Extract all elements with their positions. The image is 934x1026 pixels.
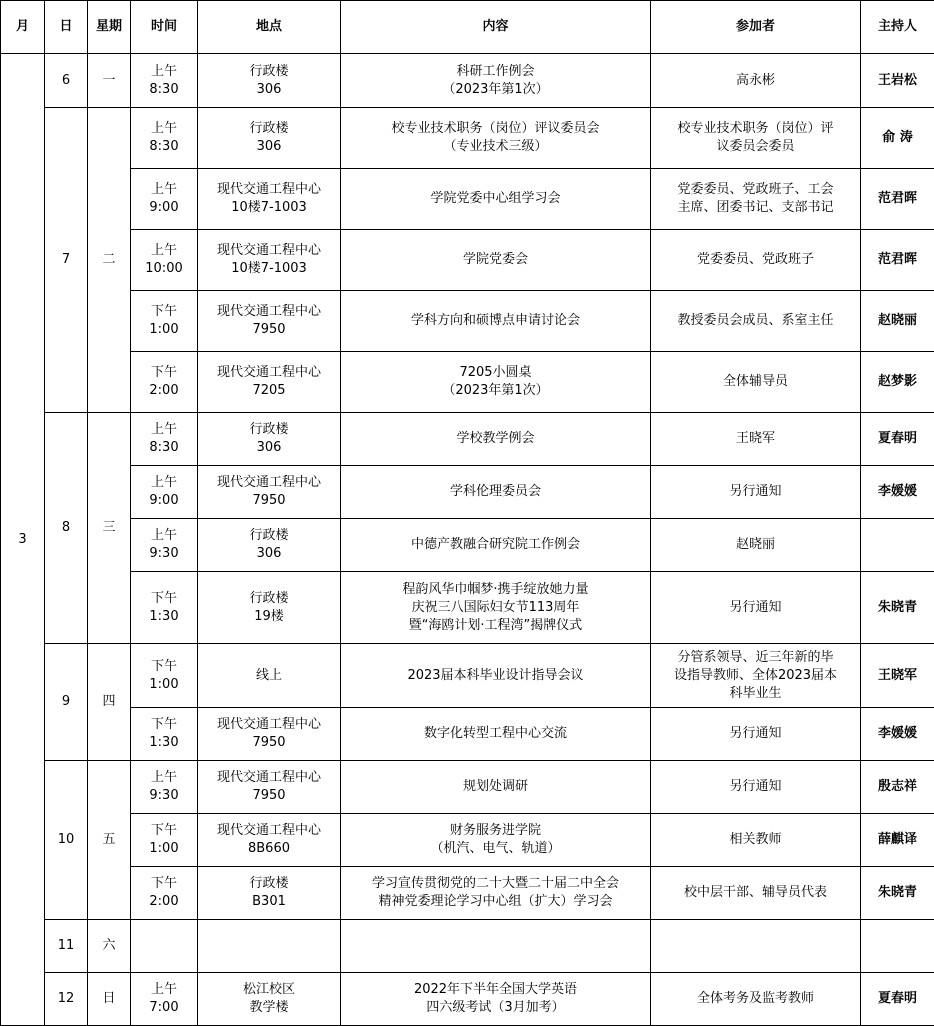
host-cell: 李媛媛: [861, 708, 934, 761]
content-cell: 程韵风华巾帼梦·携手绽放她力量 庆祝三八国际妇女节113周年 暨“海鸥计划·工程湾”揭牌仪式: [341, 572, 651, 644]
table-row: [1, 169, 934, 230]
content-cell: [341, 920, 651, 973]
day-cell: 10: [45, 761, 88, 920]
month-cell: 3: [1, 54, 45, 1026]
host-cell: 赵晓丽: [861, 291, 934, 352]
time-cell: 下午 1:30: [131, 572, 198, 644]
content-cell: 规划处调研: [341, 761, 651, 814]
host-cell: 殷志祥: [861, 761, 934, 814]
weekday-cell: 二: [88, 108, 131, 413]
day-cell: 7: [45, 108, 88, 413]
content-cell: 中德产教融合研究院工作例会: [341, 519, 651, 572]
location-cell: 现代交通工程中心 10楼7-1003: [198, 230, 341, 291]
time-cell: 上午 9:30: [131, 519, 198, 572]
content-cell: 学校教学例会: [341, 413, 651, 466]
host-cell: 王晓军: [861, 644, 934, 708]
location-cell: 行政楼 19楼: [198, 572, 341, 644]
day-cell: 12: [45, 973, 88, 1026]
header-day: 日: [45, 1, 88, 54]
table-row: [1, 413, 934, 466]
weekday-cell: 日: [88, 973, 131, 1026]
time-cell: 上午 9:00: [131, 169, 198, 230]
time-cell: 上午 8:30: [131, 54, 198, 108]
participants-cell: 校专业技术职务（岗位）评 议委员会委员: [651, 108, 861, 169]
host-cell: 朱晓青: [861, 572, 934, 644]
location-cell: 现代交通工程中心 7950: [198, 708, 341, 761]
time-cell: 下午 2:00: [131, 867, 198, 920]
participants-cell: 全体辅导员: [651, 352, 861, 413]
participants-cell: 另行通知: [651, 572, 861, 644]
participants-cell: 全体考务及监考教师: [651, 973, 861, 1026]
host-cell: 范君晖: [861, 169, 934, 230]
content-cell: 学科方向和硕博点申请讨论会: [341, 291, 651, 352]
content-cell: 学科伦理委员会: [341, 466, 651, 519]
host-cell: 俞 涛: [861, 108, 934, 169]
participants-cell: 相关教师: [651, 814, 861, 867]
header-host: 主持人: [861, 1, 934, 54]
table-row: [1, 466, 934, 519]
header-weekday: 星期: [88, 1, 131, 54]
day-cell: 6: [45, 54, 88, 108]
header-location: 地点: [198, 1, 341, 54]
day-cell: 8: [45, 413, 88, 644]
participants-cell: 校中层干部、辅导员代表: [651, 867, 861, 920]
table-row: [1, 230, 934, 291]
header-time: 时间: [131, 1, 198, 54]
participants-cell: 王晓军: [651, 413, 861, 466]
content-cell: 校专业技术职务（岗位）评议委员会 （专业技术三级）: [341, 108, 651, 169]
host-cell: 李媛媛: [861, 466, 934, 519]
participants-cell: 分管系领导、近三年新的毕 设指导教师、全体2023届本 科毕业生: [651, 644, 861, 708]
participants-cell: 教授委员会成员、系室主任: [651, 291, 861, 352]
host-cell: 朱晓青: [861, 867, 934, 920]
header-content: 内容: [341, 1, 651, 54]
time-cell: 下午 1:00: [131, 814, 198, 867]
header-month: 月: [1, 1, 45, 54]
weekday-cell: 四: [88, 644, 131, 761]
host-cell: 夏春明: [861, 973, 934, 1026]
time-cell: 下午 2:00: [131, 352, 198, 413]
participants-cell: 高永彬: [651, 54, 861, 108]
location-cell: 现代交通工程中心 7950: [198, 291, 341, 352]
time-cell: [131, 920, 198, 973]
table-row: [1, 291, 934, 352]
location-cell: 现代交通工程中心 10楼7-1003: [198, 169, 341, 230]
content-cell: 财务服务进学院 （机汽、电气、轨道）: [341, 814, 651, 867]
host-cell: 薛麒译: [861, 814, 934, 867]
header-row: [1, 1, 934, 54]
content-cell: 学院党委会: [341, 230, 651, 291]
participants-cell: 另行通知: [651, 761, 861, 814]
time-cell: 上午 7:00: [131, 973, 198, 1026]
time-cell: 下午 1:00: [131, 291, 198, 352]
table-row: [1, 644, 934, 708]
participants-cell: 党委委员、党政班子: [651, 230, 861, 291]
location-cell: 现代交通工程中心 7950: [198, 466, 341, 519]
host-cell: [861, 920, 934, 973]
day-cell: 11: [45, 920, 88, 973]
content-cell: 2022年下半年全国大学英语 四六级考试（3月加考）: [341, 973, 651, 1026]
content-cell: 学院党委中心组学习会: [341, 169, 651, 230]
host-cell: 夏春明: [861, 413, 934, 466]
time-cell: 上午 9:30: [131, 761, 198, 814]
location-cell: 现代交通工程中心 7205: [198, 352, 341, 413]
participants-cell: 另行通知: [651, 708, 861, 761]
content-cell: 学习宣传贯彻党的二十大暨二十届二中全会 精神党委理论学习中心组（扩大）学习会: [341, 867, 651, 920]
content-cell: 科研工作例会 （2023年第1次）: [341, 54, 651, 108]
content-cell: 数字化转型工程中心交流: [341, 708, 651, 761]
table-row: [1, 761, 934, 814]
time-cell: 下午 1:00: [131, 644, 198, 708]
table-row: [1, 108, 934, 169]
location-cell: 行政楼 306: [198, 413, 341, 466]
table-row: [1, 572, 934, 644]
location-cell: 行政楼 306: [198, 519, 341, 572]
participants-cell: [651, 920, 861, 973]
location-cell: 行政楼 306: [198, 108, 341, 169]
content-cell: 7205小圆桌 （2023年第1次）: [341, 352, 651, 413]
participants-cell: 赵晓丽: [651, 519, 861, 572]
time-cell: 上午 8:30: [131, 108, 198, 169]
participants-cell: 党委委员、党政班子、工会 主席、团委书记、支部书记: [651, 169, 861, 230]
time-cell: 下午 1:30: [131, 708, 198, 761]
table-row: [1, 920, 934, 973]
weekday-cell: 三: [88, 413, 131, 644]
host-cell: 王岩松: [861, 54, 934, 108]
time-cell: 上午 9:00: [131, 466, 198, 519]
location-cell: 行政楼 B301: [198, 867, 341, 920]
table-row: [1, 814, 934, 867]
table-row: [1, 519, 934, 572]
day-cell: 9: [45, 644, 88, 761]
location-cell: 现代交通工程中心 8B660: [198, 814, 341, 867]
host-cell: [861, 519, 934, 572]
host-cell: 范君晖: [861, 230, 934, 291]
participants-cell: 另行通知: [651, 466, 861, 519]
location-cell: 线上: [198, 644, 341, 708]
location-cell: 现代交通工程中心 7950: [198, 761, 341, 814]
table-row: [1, 352, 934, 413]
table-row: [1, 54, 934, 108]
header-participants: 参加者: [651, 1, 861, 54]
time-cell: 上午 8:30: [131, 413, 198, 466]
location-cell: [198, 920, 341, 973]
weekday-cell: 五: [88, 761, 131, 920]
location-cell: 松江校区 教学楼: [198, 973, 341, 1026]
location-cell: 行政楼 306: [198, 54, 341, 108]
table-row: [1, 708, 934, 761]
table-row: [1, 867, 934, 920]
content-cell: 2023届本科毕业设计指导会议: [341, 644, 651, 708]
weekday-cell: 六: [88, 920, 131, 973]
time-cell: 上午 10:00: [131, 230, 198, 291]
weekday-cell: 一: [88, 54, 131, 108]
host-cell: 赵梦影: [861, 352, 934, 413]
table-row: [1, 973, 934, 1026]
